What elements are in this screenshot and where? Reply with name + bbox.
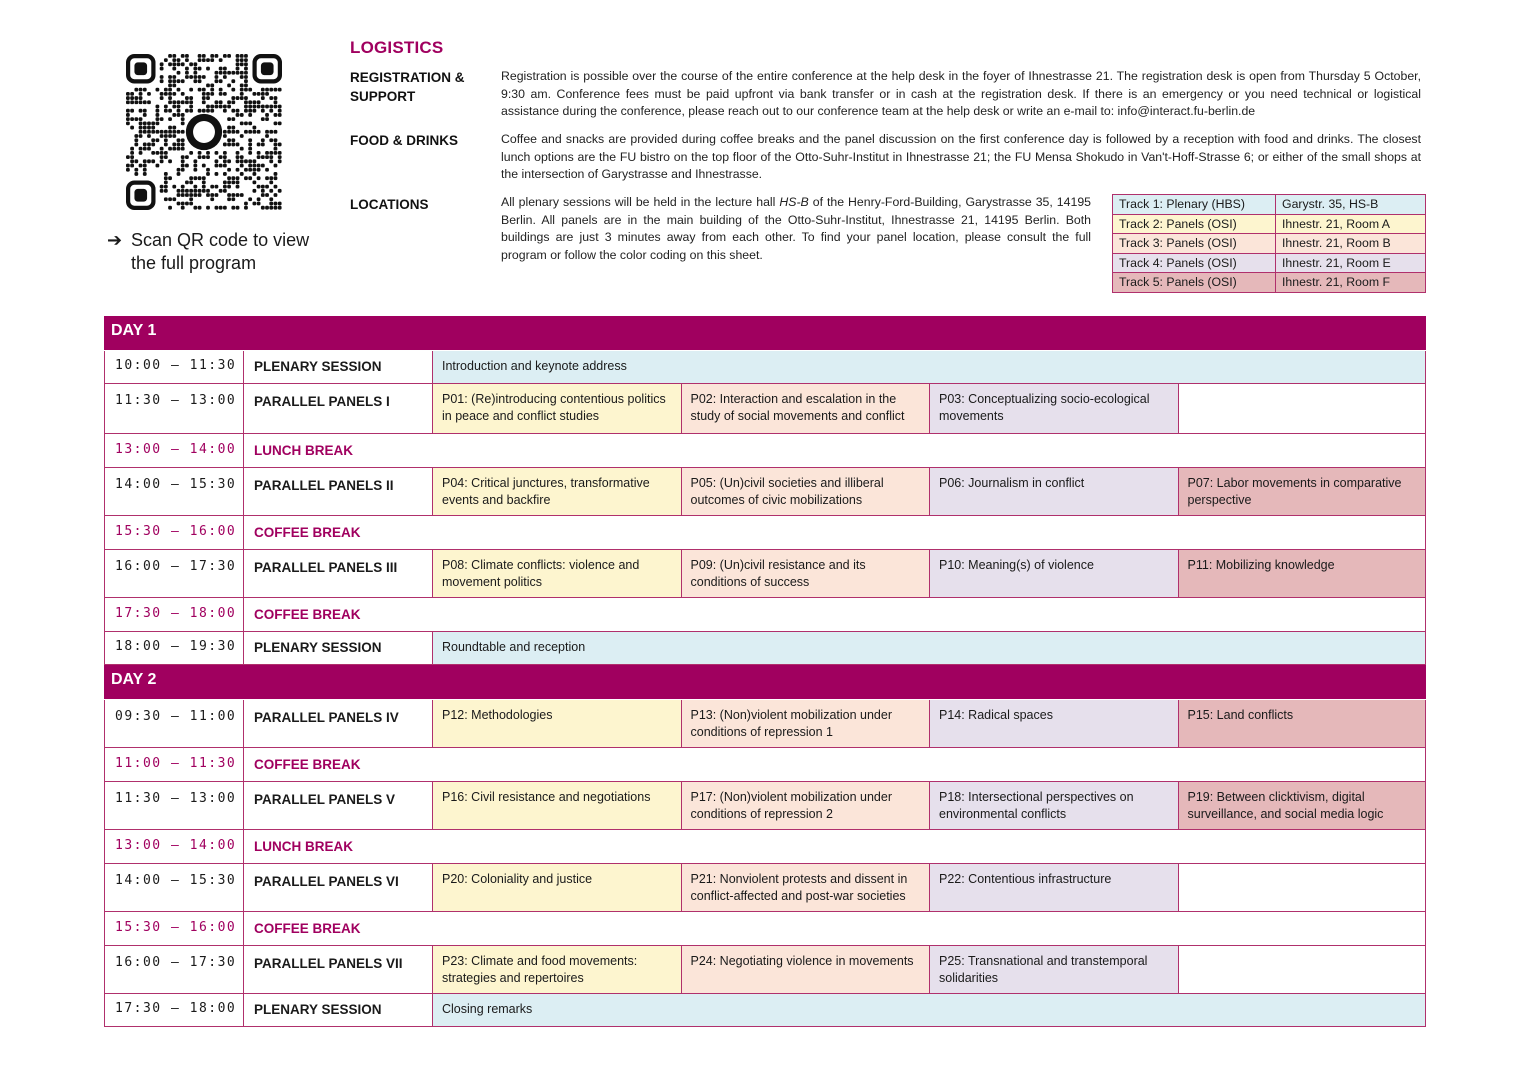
locations-label: LOCATIONS xyxy=(350,197,429,212)
panel-cell[interactable]: P07: Labor movements in comparative perspective xyxy=(1179,468,1426,515)
session-time: 17:30 – 18:00 xyxy=(105,994,244,1026)
panel-cell[interactable]: P01: (Re)introducing contentious politics in peace and conflict studies xyxy=(433,384,682,433)
plenary-session-cell[interactable]: Introduction and keynote address xyxy=(433,351,1425,383)
panel-cell[interactable]: P09: (Un)civil resistance and its conditions of success xyxy=(682,550,931,597)
panel-cell[interactable]: P13: (Non)violent mobilization under conditions of repression 1 xyxy=(682,700,931,747)
session-time: 15:30 – 16:00 xyxy=(105,912,244,945)
panel-cell[interactable]: P10: Meaning(s) of violence xyxy=(930,550,1179,597)
track-name: Track 1: Plenary (HBS) xyxy=(1113,195,1276,215)
session-type: PARALLEL PANELS I xyxy=(244,384,433,433)
panel-cell[interactable]: P12: Methodologies xyxy=(433,700,682,747)
panel-cell[interactable]: P23: Climate and food movements: strategies and repertoires xyxy=(433,946,682,993)
track-room: Ihnestr. 21, Room F xyxy=(1276,273,1426,293)
session-type: LUNCH BREAK xyxy=(254,839,353,854)
panel-cell[interactable]: P22: Contentious infrastructure xyxy=(930,864,1179,911)
panel-cell[interactable]: P06: Journalism in conflict xyxy=(930,468,1179,515)
day-header: DAY 2 xyxy=(104,665,1426,699)
empty-panel-cell xyxy=(1179,384,1426,433)
plenary-row xyxy=(104,351,1426,384)
session-type: PARALLEL PANELS IV xyxy=(244,700,433,747)
session-time: 16:00 – 17:30 xyxy=(105,550,244,597)
plenary-row xyxy=(104,994,1426,1027)
panel-cell[interactable]: P24: Negotiating violence in movements xyxy=(682,946,931,993)
food-text: Coffee and snacks are provided during coffee breaks and the panel discussion on the first conference day is followed by a reception with food and drinks. The closest lunch options are the FU bistro on the top floor of the Otto-Suhr-Institut in Ihnestrasse 21; the FU Mensa Shokudo in Van't-Hoff-Strasse 6; or either of the small shops at the intersection of Garystrasse and Ihnestrasse. xyxy=(501,132,1421,181)
food-label: FOOD & DRINKS xyxy=(350,133,458,148)
panels-row xyxy=(104,782,1426,830)
lecture-hall: HS-B xyxy=(779,195,809,209)
panel-cell[interactable]: P17: (Non)violent mobilization under conditions of repression 2 xyxy=(682,782,931,829)
panel-cell[interactable]: P15: Land conflicts xyxy=(1179,700,1426,747)
locations-text: All plenary sessions will be held in the lecture hall HS-B of the Henry-Ford-Building, Garystrasse 35, 14195 Berlin. All panels are in the main building of the Otto-Suhr-Institut, Ihnestrasse 21, 14195 Berlin. Both buildings are just 3 minutes away from each other. To find your panel location, please consult the full program or follow the color coding on this sheet. xyxy=(501,195,1091,262)
session-type: PLENARY SESSION xyxy=(244,632,433,664)
track-legend-row xyxy=(1113,253,1426,273)
session-type: PARALLEL PANELS III xyxy=(244,550,433,597)
session-type: PARALLEL PANELS II xyxy=(244,468,433,515)
session-time: 10:00 – 11:30 xyxy=(105,351,244,383)
logistics-title: LOGISTICS xyxy=(350,38,444,57)
panels-row xyxy=(104,468,1426,516)
panel-cell[interactable]: P02: Interaction and escalation in the study of social movements and conflict xyxy=(682,384,931,433)
panel-cell[interactable]: P04: Critical junctures, transformative events and backfire xyxy=(433,468,682,515)
session-time: 14:00 – 15:30 xyxy=(105,468,244,515)
qr-caption xyxy=(107,229,337,275)
track-legend-row xyxy=(1113,195,1426,215)
break-row xyxy=(104,434,1426,468)
panel-cell[interactable]: P14: Radical spaces xyxy=(930,700,1179,747)
panel-cell[interactable]: P19: Between clicktivism, digital surveillance, and social media logic xyxy=(1179,782,1426,829)
track-legend-row xyxy=(1113,214,1426,234)
panel-cell[interactable]: P08: Climate conflicts: violence and movement politics xyxy=(433,550,682,597)
session-time: 18:00 – 19:30 xyxy=(105,632,244,664)
session-type: COFFEE BREAK xyxy=(254,525,361,540)
session-type: COFFEE BREAK xyxy=(254,757,361,772)
break-row xyxy=(104,830,1426,864)
session-time: 15:30 – 16:00 xyxy=(105,516,244,549)
session-time: 11:30 – 13:00 xyxy=(105,782,244,829)
track-legend-row xyxy=(1113,234,1426,254)
session-time: 14:00 – 15:30 xyxy=(105,864,244,911)
panel-cell[interactable]: P11: Mobilizing knowledge xyxy=(1179,550,1426,597)
session-type: LUNCH BREAK xyxy=(254,443,353,458)
track-name: Track 5: Panels (OSI) xyxy=(1113,273,1276,293)
track-room: Ihnestr. 21, Room B xyxy=(1276,234,1426,254)
track-legend xyxy=(1112,194,1426,293)
qr-code[interactable] xyxy=(126,54,282,210)
panels-row xyxy=(104,550,1426,598)
empty-panel-cell xyxy=(1179,864,1426,911)
arrow-right-icon: ➔ xyxy=(107,230,123,250)
panel-cell[interactable]: P21: Nonviolent protests and dissent in conflict-affected and post-war societies xyxy=(682,864,931,911)
panel-cell[interactable]: P16: Civil resistance and negotiations xyxy=(433,782,682,829)
plenary-session-cell[interactable]: Closing remarks xyxy=(433,994,1425,1026)
plenary-session-cell[interactable]: Roundtable and reception xyxy=(433,632,1425,664)
panels-row xyxy=(104,864,1426,912)
session-time: 11:00 – 11:30 xyxy=(105,748,244,781)
session-type: PARALLEL PANELS VI xyxy=(244,864,433,911)
plenary-row xyxy=(104,632,1426,665)
registration-text: Registration is possible over the course of the entire conference at the help desk in the foyer of Ihnestrasse 21. The registration desk is open from Thursday 5 October, 9:30 am. Conference fees must be paid upfront via bank transfer or in cash at the registration desk. If there is an emergency or you need technical or logistical assistance during the conference, please reach out to our conference team at the help desk or write an e-mail to: info@interact.fu-berlin.de xyxy=(501,69,1421,118)
session-type: PLENARY SESSION xyxy=(244,351,433,383)
day-header: DAY 1 xyxy=(104,316,1426,350)
empty-panel-cell xyxy=(1179,946,1426,993)
session-time: 13:00 – 14:00 xyxy=(105,830,244,863)
registration-label: REGISTRATION & SUPPORT xyxy=(350,70,465,104)
session-time: 09:30 – 11:00 xyxy=(105,700,244,747)
session-type: COFFEE BREAK xyxy=(254,607,361,622)
break-row xyxy=(104,516,1426,550)
panel-cell[interactable]: P20: Coloniality and justice xyxy=(433,864,682,911)
session-type: PARALLEL PANELS VII xyxy=(244,946,433,993)
track-room: Garystr. 35, HS-B xyxy=(1276,195,1426,215)
track-room: Ihnestr. 21, Room A xyxy=(1276,214,1426,234)
track-name: Track 4: Panels (OSI) xyxy=(1113,253,1276,273)
session-type: PARALLEL PANELS V xyxy=(244,782,433,829)
track-legend-row xyxy=(1113,273,1426,293)
session-time: 16:00 – 17:30 xyxy=(105,946,244,993)
qr-caption-line1: Scan QR code to view xyxy=(131,230,310,250)
panel-cell[interactable]: P05: (Un)civil societies and illiberal outcomes of civic mobilizations xyxy=(682,468,931,515)
panels-row xyxy=(104,700,1426,748)
qr-caption-line2: the full program xyxy=(131,253,257,273)
panel-cell[interactable]: P18: Intersectional perspectives on environmental conflicts xyxy=(930,782,1179,829)
panels-row xyxy=(104,946,1426,994)
break-row xyxy=(104,748,1426,782)
panels-row xyxy=(104,384,1426,434)
track-room: Ihnestr. 21, Room E xyxy=(1276,253,1426,273)
session-time: 17:30 – 18:00 xyxy=(105,598,244,631)
track-name: Track 3: Panels (OSI) xyxy=(1113,234,1276,254)
break-row xyxy=(104,912,1426,946)
panel-cell[interactable]: P03: Conceptualizing socio-ecological movements xyxy=(930,384,1179,433)
panel-cell[interactable]: P25: Transnational and transtemporal solidarities xyxy=(930,946,1179,993)
break-row xyxy=(104,598,1426,632)
session-time: 11:30 – 13:00 xyxy=(105,384,244,433)
session-time: 13:00 – 14:00 xyxy=(105,434,244,467)
track-name: Track 2: Panels (OSI) xyxy=(1113,214,1276,234)
session-type: COFFEE BREAK xyxy=(254,921,361,936)
session-type: PLENARY SESSION xyxy=(244,994,433,1026)
